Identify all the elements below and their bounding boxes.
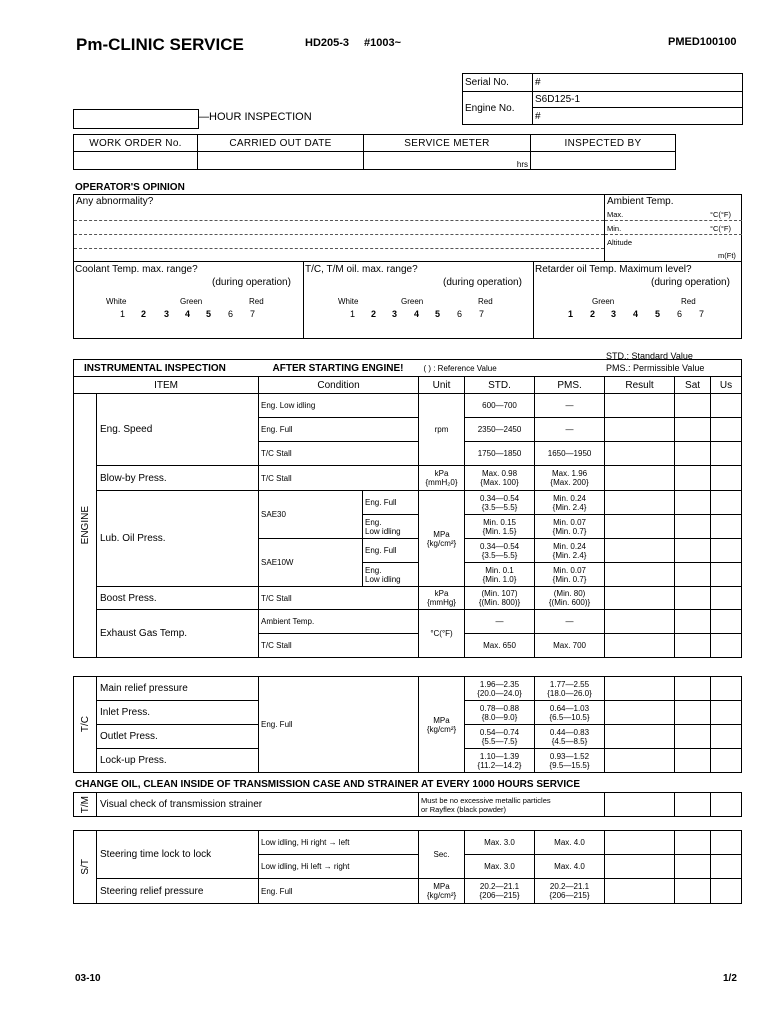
result-field[interactable] <box>605 515 675 539</box>
result-field[interactable] <box>605 701 675 725</box>
unit-cell: rpm <box>419 394 465 466</box>
result-field[interactable] <box>605 749 675 773</box>
col-unit: Unit <box>419 377 465 394</box>
tcoil-question: T/C, T/M oil. max. range? <box>305 264 418 275</box>
instr-header-blank <box>535 360 742 377</box>
ret-green: Green <box>592 297 615 306</box>
us-field[interactable] <box>711 539 742 563</box>
cond-line: Low idling <box>365 526 401 536</box>
ambient-min-unit: °C(°F) <box>710 224 731 233</box>
meter-unit: hrs <box>516 160 528 169</box>
condition-cell <box>363 515 419 539</box>
us-field[interactable] <box>711 394 742 418</box>
unit-cell <box>419 587 465 610</box>
condition-cell <box>363 563 419 587</box>
col-std: STD. <box>465 377 535 394</box>
std-line: {11.2—14.2} <box>477 760 522 770</box>
scale-mark[interactable]: 5 <box>206 309 212 319</box>
std-cell <box>465 539 535 563</box>
std-cell <box>465 701 535 725</box>
std-line: 0.34—0.54 <box>479 493 520 503</box>
pms-cell <box>535 466 605 491</box>
us-field[interactable] <box>711 515 742 539</box>
unit-line: {kg/cm²} <box>426 538 457 548</box>
service-meter-header: SERVICE METER <box>364 135 531 152</box>
engine-label: Engine No. <box>463 92 533 125</box>
scale-mark[interactable]: 1 <box>120 309 126 319</box>
pms-cell: — <box>535 610 605 634</box>
result-field[interactable] <box>605 879 675 904</box>
scale-mark[interactable]: 6 <box>677 309 683 319</box>
cond-line: Low idling <box>365 574 401 584</box>
tc-white: White <box>338 297 359 306</box>
tc-item: Main relief pressure <box>97 677 259 701</box>
std-cell: — <box>465 610 535 634</box>
sat-field[interactable] <box>675 491 711 515</box>
retarder-question: Retarder oil Temp. Maximum level? <box>535 264 692 275</box>
pms-line: 0.44—0.83 <box>549 727 590 737</box>
us-field[interactable] <box>711 563 742 587</box>
pms-line: 20.2—21.1 <box>549 882 590 891</box>
result-field[interactable] <box>605 539 675 563</box>
std-cell: Max. 650 <box>465 634 535 658</box>
tm-group: T/M <box>74 793 97 817</box>
pms-line: {206—215} <box>549 891 590 900</box>
pms-line: {9.5—15.5} <box>549 760 590 770</box>
col-us: Us <box>711 377 742 394</box>
inspected-by-header: INSPECTED BY <box>531 135 676 152</box>
std-line: 20.2—21.1 <box>479 882 520 891</box>
scale-mark[interactable]: 3 <box>611 309 617 319</box>
condition-cell: Eng. Full <box>259 418 419 442</box>
abnormality-line-2[interactable] <box>74 234 604 235</box>
coolant-red: Red <box>249 297 264 306</box>
result-field[interactable] <box>605 491 675 515</box>
scale-mark[interactable]: 2 <box>590 309 596 319</box>
us-field[interactable] <box>711 491 742 515</box>
pms-cell: Max. 700 <box>535 634 605 658</box>
sat-field[interactable] <box>675 394 711 418</box>
sat-field[interactable] <box>675 749 711 773</box>
work-order-field[interactable] <box>74 152 198 170</box>
result-field[interactable] <box>605 725 675 749</box>
result-field[interactable] <box>605 394 675 418</box>
result-field[interactable] <box>605 563 675 587</box>
pms-cell <box>535 879 605 904</box>
unit-line: MPa <box>433 529 450 539</box>
abnormality-label: Any abnormality? <box>76 196 154 207</box>
sat-field[interactable] <box>675 725 711 749</box>
std-line: {Max. 100} <box>480 478 519 487</box>
pms-line: 0.64—1.03 <box>549 703 590 713</box>
result-field[interactable] <box>605 634 675 658</box>
tm-table <box>73 792 742 817</box>
instr-after: AFTER STARTING ENGINE! ( ) : Reference Value <box>259 360 535 377</box>
carried-date-field[interactable] <box>198 152 364 170</box>
blowby-item: Blow-by Press. <box>97 466 259 491</box>
hour-box[interactable] <box>73 109 199 129</box>
std-line: 0.54—0.74 <box>479 727 520 737</box>
us-field[interactable] <box>711 831 742 855</box>
result-field[interactable] <box>605 418 675 442</box>
std-cell: 600—700 <box>465 394 535 418</box>
pms-cell <box>535 749 605 773</box>
tc-red: Red <box>478 297 493 306</box>
sae10w-cell: SAE10W <box>259 539 363 587</box>
st-lock-item: Steering time lock to lock <box>97 831 259 879</box>
unit-line: MPa <box>433 715 450 725</box>
unit-line: {kg/cm²} <box>426 891 457 900</box>
model-label: HD205-3 <box>305 37 350 49</box>
operator-hline <box>73 261 742 262</box>
std-line: {Min. 1.5} <box>482 526 517 536</box>
condition-cell: T/C Stall <box>259 466 419 491</box>
exhaust-item: Exhaust Gas Temp. <box>97 610 259 658</box>
pms-line: Min. 0.24 <box>553 541 586 551</box>
ambient-min-line[interactable] <box>605 234 742 235</box>
footer-page-number: 1/2 <box>723 973 737 984</box>
ambient-max-label: Max. <box>607 210 624 219</box>
tcoil-during: (during operation) <box>443 277 522 288</box>
pms-line: {Min. 0.7} <box>552 526 587 536</box>
unit-line: kPa <box>434 469 449 478</box>
col-condition: Condition <box>259 377 419 394</box>
us-field[interactable] <box>711 855 742 879</box>
std-cell: Max. 3.0 <box>465 831 535 855</box>
std-cell <box>465 515 535 539</box>
pms-line: {Max. 200} <box>550 478 589 487</box>
result-field[interactable] <box>605 587 675 610</box>
sat-field[interactable] <box>675 466 711 491</box>
condition-cell: Eng. Low idling <box>259 394 419 418</box>
sat-field[interactable] <box>675 793 711 817</box>
st-group: S/T <box>74 831 97 904</box>
scale-mark[interactable]: 1 <box>568 309 574 319</box>
scale-mark[interactable]: 7 <box>479 309 485 319</box>
std-cell: 1750—1850 <box>465 442 535 466</box>
cond-line: Eng. <box>365 517 382 527</box>
st-table <box>73 830 742 904</box>
instrument-table <box>73 359 742 658</box>
us-field[interactable] <box>711 701 742 725</box>
scale-mark[interactable]: 2 <box>371 309 377 319</box>
std-line: 0.78—0.88 <box>479 703 520 713</box>
std-line: {206—215} <box>479 891 520 900</box>
scale-mark[interactable]: 6 <box>228 309 234 319</box>
std-line: 1.10—1.39 <box>479 751 520 761</box>
legend-ref: ( ) : Reference Value <box>423 363 497 373</box>
unit-line: {mmH₂0} <box>425 478 458 487</box>
result-field[interactable] <box>605 855 675 879</box>
scale-mark[interactable]: 7 <box>250 309 256 319</box>
pms-cell: — <box>535 418 605 442</box>
std-cell <box>465 879 535 904</box>
pms-line: {4.5—8.5} <box>551 736 588 746</box>
std-line: {(Min. 800)} <box>478 598 521 607</box>
std-line: {3.5—5.5} <box>481 502 518 512</box>
us-field[interactable] <box>711 442 742 466</box>
carried-date-header: CARRIED OUT DATE <box>198 135 364 152</box>
std-cell <box>465 563 535 587</box>
scale-mark[interactable]: 4 <box>414 309 420 319</box>
pms-line: Max. 1.96 <box>551 469 588 478</box>
std-line: Min. 0.1 <box>485 565 514 575</box>
serial-range: #1003~ <box>364 37 402 49</box>
pms-cell <box>535 515 605 539</box>
condition-cell: Eng. Full <box>259 879 419 904</box>
condition-cell: Low idling, Hi left → right <box>259 855 419 879</box>
tc-table <box>73 676 742 773</box>
tc-condition: Eng. Full <box>259 677 419 773</box>
legend-std: STD.: Standard Value <box>606 351 693 361</box>
sae30-cell: SAE30 <box>259 491 363 539</box>
std-line: {5.5—7.5} <box>481 736 518 746</box>
std-cell <box>465 491 535 515</box>
pms-line: 0.93—1.52 <box>549 751 590 761</box>
coolant-during: (during operation) <box>212 277 291 288</box>
col-result: Result <box>605 377 675 394</box>
page-title: Pm-CLINIC SERVICE <box>76 35 244 54</box>
engine-value[interactable]: # <box>533 108 743 125</box>
col-sat: Sat <box>675 377 711 394</box>
us-field[interactable] <box>711 587 742 610</box>
condition-cell: Eng. Full <box>363 491 419 515</box>
std-cell <box>465 587 535 610</box>
pms-line: Min. 0.07 <box>553 565 586 575</box>
ambient-min-label: Min. <box>607 224 622 233</box>
condition-cell: Ambient Temp. <box>259 610 419 634</box>
sat-field[interactable] <box>675 442 711 466</box>
serial-label: Serial No. <box>463 74 533 92</box>
ambient-max-unit: °C(°F) <box>710 210 731 219</box>
sat-field[interactable] <box>675 634 711 658</box>
std-line: 1.96—2.35 <box>479 679 520 689</box>
scale-mark[interactable]: 7 <box>699 309 705 319</box>
tc-group: T/C <box>74 677 97 773</box>
pms-cell: — <box>535 394 605 418</box>
service-meter-field[interactable] <box>364 152 531 170</box>
unit-cell: °C(°F) <box>419 610 465 658</box>
pms-cell <box>535 491 605 515</box>
std-line: {20.0—24.0} <box>477 688 522 698</box>
pms-line: {Min. 0.7} <box>552 574 587 584</box>
legend-pms: PMS.: Permissible Value <box>606 363 705 373</box>
engine-group: ENGINE <box>74 394 97 658</box>
sat-field[interactable] <box>675 515 711 539</box>
pms-cell <box>535 677 605 701</box>
coolant-green: Green <box>180 297 203 306</box>
scale-mark[interactable]: 4 <box>185 309 191 319</box>
operator-title: OPERATOR'S OPINION <box>75 182 185 193</box>
col-pms: PMS. <box>535 377 605 394</box>
pms-line: Min. 0.07 <box>553 517 586 527</box>
us-field[interactable] <box>711 879 742 904</box>
work-table <box>73 134 676 170</box>
unit-line: MPa <box>433 882 450 891</box>
scale-mark[interactable]: 5 <box>655 309 661 319</box>
pms-cell <box>535 539 605 563</box>
tc-unit <box>419 677 465 773</box>
std-cell <box>465 725 535 749</box>
tc-item: Lock-up Press. <box>97 749 259 773</box>
unit-cell <box>419 879 465 904</box>
pms-cell: 1650—1950 <box>535 442 605 466</box>
sat-field[interactable] <box>675 610 711 634</box>
ambient-vline <box>604 194 605 261</box>
ambient-max-line[interactable] <box>605 220 742 221</box>
pms-cell: Max. 4.0 <box>535 855 605 879</box>
boost-item: Boost Press. <box>97 587 259 610</box>
note-line: Must be no excessive metallic particles <box>421 795 551 805</box>
hour-inspection-label: —HOUR INSPECTION <box>198 111 312 123</box>
pms-line: Min. 0.24 <box>553 493 586 503</box>
std-cell <box>465 466 535 491</box>
pms-line: {Min. 2.4} <box>552 550 587 560</box>
unit-cell: Sec. <box>419 831 465 879</box>
scale-mark[interactable]: 3 <box>164 309 170 319</box>
retarder-vline <box>533 261 534 339</box>
pms-cell <box>535 563 605 587</box>
std-line: Min. 0.15 <box>483 517 516 527</box>
condition-cell: T/C Stall <box>259 587 419 610</box>
scale-mark[interactable]: 6 <box>457 309 463 319</box>
pms-line: (Min. 80) <box>553 589 586 598</box>
tc-item: Inlet Press. <box>97 701 259 725</box>
lub-item: Lub. Oil Press. <box>97 491 259 587</box>
ambient-title: Ambient Temp. <box>607 196 674 207</box>
condition-cell: Eng. Full <box>363 539 419 563</box>
tc-green: Green <box>401 297 424 306</box>
pms-cell <box>535 587 605 610</box>
pms-cell <box>535 701 605 725</box>
sat-field[interactable] <box>675 677 711 701</box>
result-field[interactable] <box>605 442 675 466</box>
unit-cell <box>419 491 465 587</box>
sat-field[interactable] <box>675 418 711 442</box>
altitude-label: Altitude <box>607 238 633 247</box>
result-field[interactable] <box>605 793 675 817</box>
pms-line: {Min. 2.4} <box>552 502 587 512</box>
std-cell <box>465 749 535 773</box>
std-cell <box>465 677 535 701</box>
unit-line: {mmHg} <box>427 598 456 607</box>
footer-page-code: 03-10 <box>75 973 101 984</box>
sat-field[interactable] <box>675 831 711 855</box>
us-field[interactable] <box>711 749 742 773</box>
us-field[interactable] <box>711 610 742 634</box>
eng-speed-item: Eng. Speed <box>97 394 259 466</box>
serial-value[interactable]: # <box>533 74 743 92</box>
us-field[interactable] <box>711 418 742 442</box>
us-field[interactable] <box>711 725 742 749</box>
us-field[interactable] <box>711 677 742 701</box>
unit-line: {kg/cm²} <box>426 724 457 734</box>
std-line: {8.0—9.0} <box>481 712 518 722</box>
scale-mark[interactable]: 5 <box>435 309 441 319</box>
sat-field[interactable] <box>675 855 711 879</box>
std-cell: Max. 3.0 <box>465 855 535 879</box>
pms-cell <box>535 725 605 749</box>
col-item: ITEM <box>74 377 259 394</box>
tc-item: Outlet Press. <box>97 725 259 749</box>
ret-red: Red <box>681 297 696 306</box>
std-line: {Min. 1.0} <box>482 574 517 584</box>
result-field[interactable] <box>605 677 675 701</box>
pms-line: 1.77—2.55 <box>549 679 590 689</box>
tm-note <box>419 793 605 817</box>
abnormality-line-3[interactable] <box>74 248 604 249</box>
std-line: {3.5—5.5} <box>481 550 518 560</box>
sat-field[interactable] <box>675 563 711 587</box>
sat-field[interactable] <box>675 587 711 610</box>
instr-title: INSTRUMENTAL INSPECTION <box>74 360 259 377</box>
condition-cell: T/C Stall <box>259 634 419 658</box>
engine-model: S6D125-1 <box>533 92 743 108</box>
scale-mark[interactable]: 2 <box>141 309 147 319</box>
scale-mark[interactable]: 1 <box>350 309 356 319</box>
unit-line: kPa <box>434 589 449 598</box>
unit-cell <box>419 466 465 491</box>
tm-item: Visual check of transmission strainer <box>97 793 419 817</box>
us-field[interactable] <box>711 793 742 817</box>
result-field[interactable] <box>605 610 675 634</box>
std-cell: 2350—2450 <box>465 418 535 442</box>
retarder-during: (during operation) <box>651 277 730 288</box>
cond-line: Eng. <box>365 565 382 575</box>
result-field[interactable] <box>605 466 675 491</box>
sat-field[interactable] <box>675 701 711 725</box>
std-line: 0.34—0.54 <box>479 541 520 551</box>
st-relief-item: Steering relief pressure <box>97 879 259 904</box>
std-line: Max. 0.98 <box>481 469 518 478</box>
coolant-white: White <box>106 297 127 306</box>
doc-code: PMED100100 <box>668 36 737 48</box>
abnormality-line-1[interactable] <box>74 220 604 221</box>
inspected-by-field[interactable] <box>531 152 676 170</box>
condition-cell: T/C Stall <box>259 442 419 466</box>
scale-mark[interactable]: 4 <box>633 309 639 319</box>
serial-table <box>462 73 743 125</box>
altitude-unit: m(Ft) <box>718 251 736 260</box>
work-order-header: WORK ORDER No. <box>74 135 198 152</box>
coolant-vline <box>303 261 304 339</box>
pms-line: {18.0—26.0} <box>547 688 592 698</box>
us-field[interactable] <box>711 634 742 658</box>
sat-field[interactable] <box>675 539 711 563</box>
pms-line: {6.5—10.5} <box>549 712 590 722</box>
pms-cell: Max. 4.0 <box>535 831 605 855</box>
result-field[interactable] <box>605 831 675 855</box>
coolant-question: Coolant Temp. max. range? <box>75 264 198 275</box>
us-field[interactable] <box>711 466 742 491</box>
note-line: or Rayflex (black powder) <box>421 804 507 814</box>
scale-mark[interactable]: 3 <box>392 309 398 319</box>
sat-field[interactable] <box>675 879 711 904</box>
std-line: (Min. 107) <box>481 589 518 598</box>
condition-cell: Low idling, Hi right → left <box>259 831 419 855</box>
change-oil-heading: CHANGE OIL, CLEAN INSIDE OF TRANSMISSION CASE AND STRAINER AT EVERY 1000 HOURS SERVICE <box>75 779 581 790</box>
pms-line: {(Min. 600)} <box>548 598 591 607</box>
